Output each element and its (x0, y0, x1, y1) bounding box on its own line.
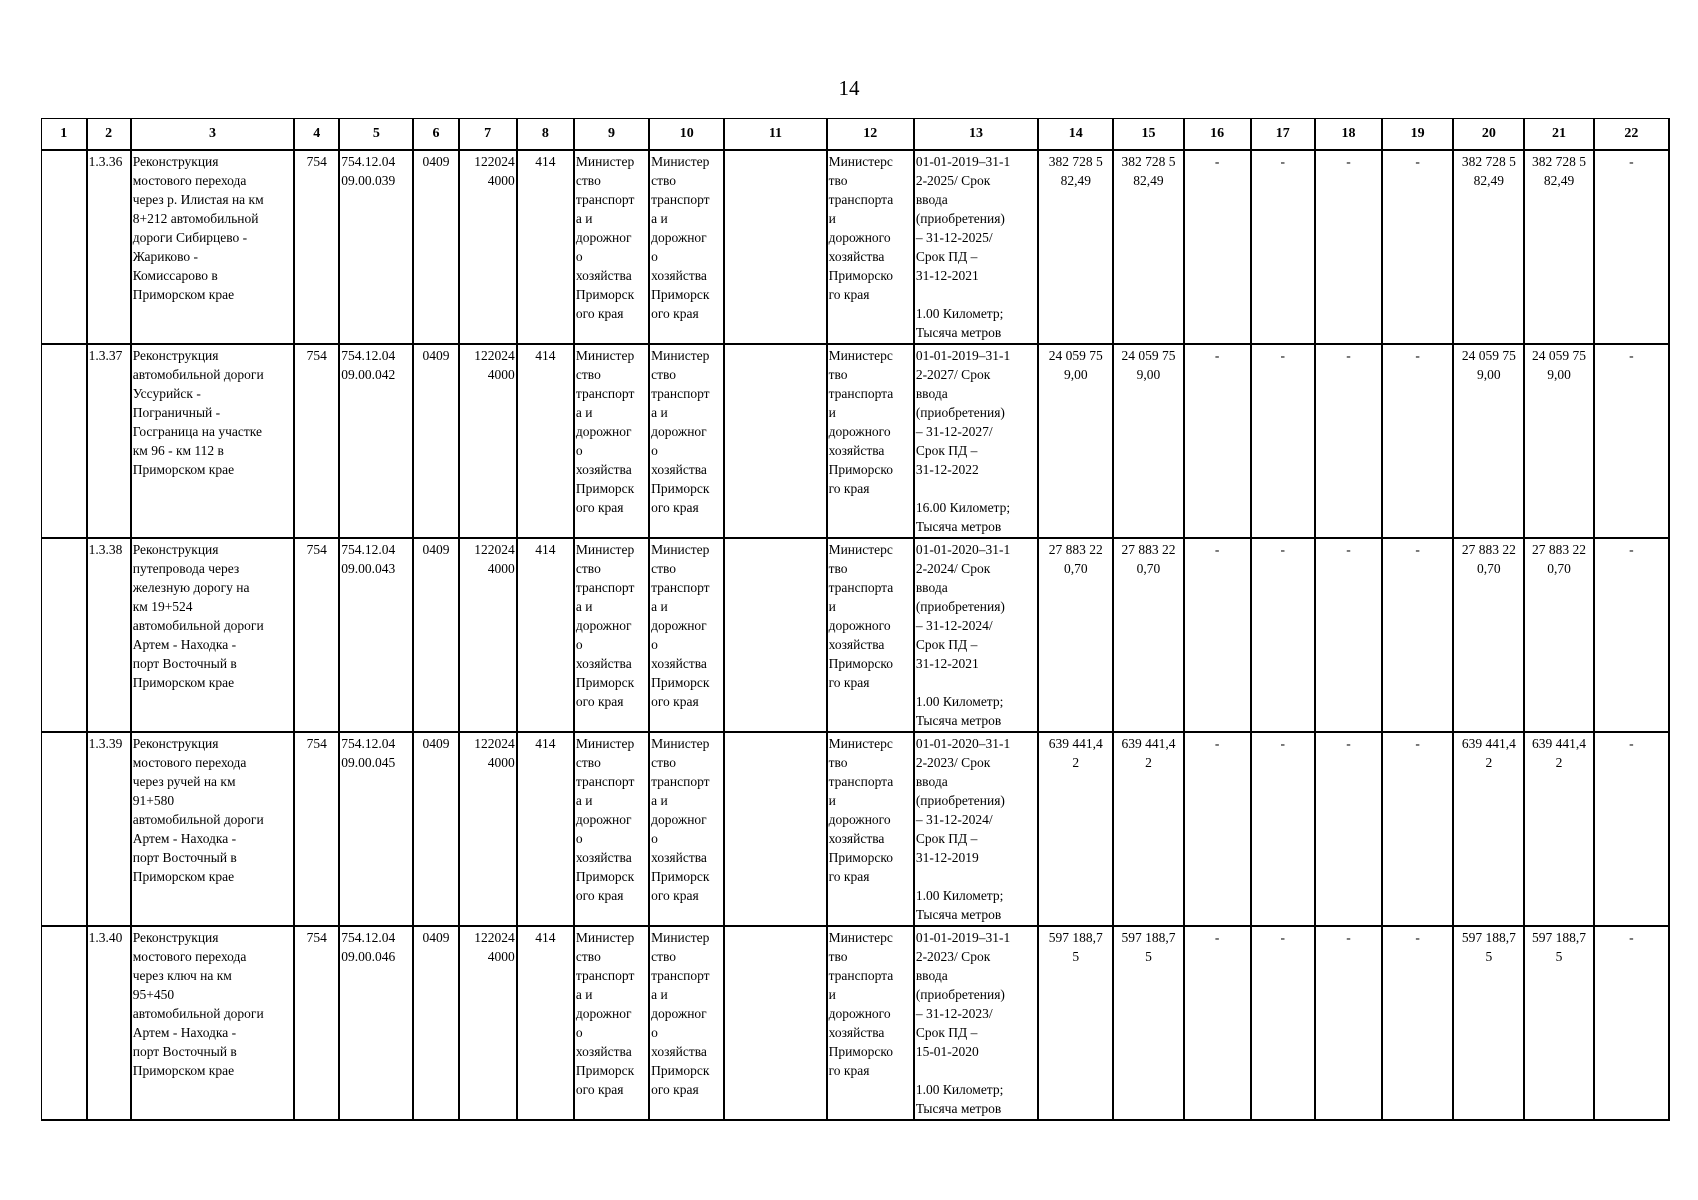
table-cell-col-13 (914, 732, 1038, 926)
table-cell-col-20 (1453, 732, 1524, 926)
cell-text: 122024 4000 (474, 154, 515, 188)
cell-text: - (1629, 348, 1634, 363)
table-cell-col-14 (1038, 538, 1113, 732)
table-cell-col-5 (339, 538, 413, 732)
table-cell-col-6 (413, 538, 458, 732)
column-header-7: 7 (459, 119, 517, 151)
table-cell-col-11 (724, 926, 826, 1120)
cell-text: 24 059 75 9,00 (1532, 348, 1587, 382)
table-cell-col-8 (517, 150, 574, 344)
table-cell-col-6 (413, 926, 458, 1120)
table-cell-col-2 (87, 926, 131, 1120)
cell-text: - (1214, 542, 1220, 557)
cell-text: Министер ство транспорт а и дорожног о хозяйства Приморск ого края (651, 154, 710, 321)
cell-text: 27 883 22 0,70 (1461, 542, 1516, 576)
table-cell-col-4 (294, 150, 339, 344)
table-cell-col-3 (131, 926, 294, 1120)
table-cell-col-8 (517, 732, 574, 926)
cell-text: - (1415, 154, 1420, 169)
table-cell-col-21 (1524, 926, 1593, 1120)
cell-text: Министер ство транспорт а и дорожног о хозяйства Приморск ого края (575, 736, 635, 903)
table-cell-col-16 (1184, 926, 1251, 1120)
cell-text: 414 (535, 542, 556, 557)
cell-text: - (1280, 930, 1286, 945)
column-header-6: 6 (413, 119, 458, 151)
cell-text: - (1415, 542, 1420, 557)
table-header-row (42, 119, 1670, 151)
table-cell-col-11 (724, 344, 826, 538)
column-header-4: 4 (294, 119, 339, 151)
table-cell-col-4 (294, 926, 339, 1120)
table-cell-col-13 (914, 926, 1038, 1120)
table-cell-col-12 (827, 926, 914, 1120)
cell-text: 0409 (422, 542, 450, 557)
cell-text: Министерс тво транспорта и дорожного хозяйства Приморско го края (828, 736, 894, 884)
table-cell-col-18 (1315, 150, 1382, 344)
cell-text: 27 883 22 0,70 (1532, 542, 1587, 576)
table-cell-col-19 (1382, 732, 1453, 926)
table-cell-col-6 (413, 732, 458, 926)
table-cell-col-1 (42, 926, 87, 1120)
table-cell-col-18 (1315, 344, 1382, 538)
table-cell-col-2 (87, 538, 131, 732)
table-cell-col-9 (574, 732, 649, 926)
table-cell-col-22 (1594, 150, 1669, 344)
table-cell-col-1 (42, 732, 87, 926)
table-cell-col-16 (1184, 538, 1251, 732)
cell-text: 754 (306, 542, 327, 557)
cell-text: Министер ство транспорт а и дорожног о хозяйства Приморск ого края (651, 542, 710, 709)
cell-text: 754.12.04 09.00.039 (341, 154, 396, 188)
table-cell-col-10 (649, 538, 724, 732)
cell-text: 754.12.04 09.00.043 (341, 542, 396, 576)
table-cell-col-14 (1038, 150, 1113, 344)
cell-text: - (1415, 736, 1420, 751)
table-cell-col-7 (459, 732, 517, 926)
table-cell-col-14 (1038, 926, 1113, 1120)
table-cell-col-10 (649, 344, 724, 538)
table-cell-col-20 (1453, 150, 1524, 344)
table-cell-col-6 (413, 150, 458, 344)
table-row (42, 732, 1670, 926)
cell-text: Министерс тво транспорта и дорожного хозяйства Приморско го края (828, 348, 894, 496)
table-cell-col-9 (574, 538, 649, 732)
cell-text: Министер ство транспорт а и дорожног о хозяйства Приморск ого края (651, 930, 710, 1097)
table-cell-col-12 (827, 732, 914, 926)
column-header-13: 13 (914, 119, 1038, 151)
cell-text: 0409 (422, 348, 450, 363)
table-cell-col-4 (294, 344, 339, 538)
table-cell-col-1 (42, 344, 87, 538)
cell-text: Министерс тво транспорта и дорожного хозяйства Приморско го края (828, 154, 894, 302)
cell-text: 24 059 75 9,00 (1121, 348, 1176, 382)
cell-text: 24 059 75 9,00 (1461, 348, 1516, 382)
cell-text: 754 (306, 154, 327, 169)
column-header-14: 14 (1038, 119, 1113, 151)
column-header-9: 9 (574, 119, 649, 151)
cell-text: - (1629, 542, 1634, 557)
cell-text: Министерс тво транспорта и дорожного хозяйства Приморско го края (828, 930, 894, 1078)
cell-text: Министер ство транспорт а и дорожног о хозяйства Приморск ого края (651, 348, 710, 515)
cell-text: 122024 4000 (474, 736, 515, 770)
cell-text: 01-01-2019–31-1 2-2023/ Срок ввода (приобретения) – 31-12-2023/ Срок ПД – 15-01-2020 1.00 Километр; Тысяча метров (915, 930, 1011, 1116)
cell-text: 382 728 5 82,49 (1048, 154, 1103, 188)
cell-text: 24 059 75 9,00 (1048, 348, 1103, 382)
table-cell-col-13 (914, 150, 1038, 344)
cell-text: 1.3.36 (88, 154, 123, 169)
cell-text: 01-01-2020–31-1 2-2023/ Срок ввода (приобретения) – 31-12-2024/ Срок ПД – 31-12-2019 1.00 Километр; Тысяча метров (915, 736, 1011, 922)
cell-text: Министер ство транспорт а и дорожног о хозяйства Приморск ого края (575, 154, 635, 321)
cell-text: 754 (306, 736, 327, 751)
cell-text: - (1415, 930, 1420, 945)
table-cell-col-19 (1382, 926, 1453, 1120)
table-cell-col-17 (1251, 344, 1315, 538)
table-cell-col-21 (1524, 150, 1593, 344)
table-cell-col-2 (87, 732, 131, 926)
table-cell-col-5 (339, 344, 413, 538)
table-cell-col-19 (1382, 538, 1453, 732)
table-cell-col-4 (294, 732, 339, 926)
cell-text: - (1629, 736, 1634, 751)
cell-text: Министер ство транспорт а и дорожног о хозяйства Приморск ого края (651, 736, 710, 903)
cell-text: - (1629, 154, 1634, 169)
table-cell-col-17 (1251, 926, 1315, 1120)
table-cell-col-20 (1453, 926, 1524, 1120)
column-header-2: 2 (87, 119, 131, 151)
table-cell-col-5 (339, 732, 413, 926)
table-cell-col-3 (131, 344, 294, 538)
table-cell-col-3 (131, 732, 294, 926)
column-header-3: 3 (131, 119, 294, 151)
cell-text: 597 188,7 5 (1461, 930, 1516, 964)
table-cell-col-10 (649, 732, 724, 926)
table-cell-col-8 (517, 344, 574, 538)
cell-text: 382 728 5 82,49 (1532, 154, 1587, 188)
table-cell-col-13 (914, 538, 1038, 732)
table-cell-col-7 (459, 926, 517, 1120)
cell-text: 414 (535, 930, 556, 945)
table-cell-col-17 (1251, 732, 1315, 926)
cell-text: 1.3.40 (88, 930, 123, 945)
cell-text: - (1280, 542, 1286, 557)
cell-text: Реконструкция автомобильной дороги Уссурийск - Пограничный - Госграница на участке км 96 - км 112 в Приморском крае (132, 348, 264, 477)
cell-text: Министер ство транспорт а и дорожног о хозяйства Приморск ого края (575, 930, 635, 1097)
table-cell-col-17 (1251, 538, 1315, 732)
table-cell-col-18 (1315, 538, 1382, 732)
cell-text: - (1214, 930, 1220, 945)
column-header-8: 8 (517, 119, 574, 151)
table-cell-col-12 (827, 150, 914, 344)
table-cell-col-10 (649, 150, 724, 344)
table-cell-col-17 (1251, 150, 1315, 344)
table-cell-col-21 (1524, 538, 1593, 732)
table-cell-col-11 (724, 732, 826, 926)
table-row (42, 538, 1670, 732)
cell-text: Реконструкция путепровода через железную дорогу на км 19+524 автомобильной дороги Артем - Находка - порт Восточный в Приморском крае (132, 542, 264, 690)
cell-text: 1.3.38 (88, 542, 123, 557)
cell-text: Министер ство транспорт а и дорожног о хозяйства Приморск ого края (575, 542, 635, 709)
table-cell-col-20 (1453, 344, 1524, 538)
cell-text: 754.12.04 09.00.045 (341, 736, 396, 770)
table-cell-col-2 (87, 150, 131, 344)
table-cell-col-22 (1594, 538, 1669, 732)
cell-text: 639 441,4 2 (1461, 736, 1516, 770)
cell-text: - (1214, 154, 1220, 169)
table-cell-col-12 (827, 344, 914, 538)
column-header-5: 5 (339, 119, 413, 151)
cell-text: 414 (535, 736, 556, 751)
table-cell-col-5 (339, 926, 413, 1120)
cell-text: 597 188,7 5 (1532, 930, 1587, 964)
cell-text: 27 883 22 0,70 (1048, 542, 1103, 576)
table-cell-col-3 (131, 538, 294, 732)
cell-text: - (1346, 930, 1351, 945)
table-cell-col-18 (1315, 926, 1382, 1120)
cell-text: - (1346, 542, 1351, 557)
table-cell-col-5 (339, 150, 413, 344)
cell-text: 122024 4000 (474, 542, 515, 576)
table-cell-col-8 (517, 538, 574, 732)
table-cell-col-6 (413, 344, 458, 538)
column-header-1: 1 (42, 119, 87, 151)
cell-text: 754 (306, 930, 327, 945)
cell-text: - (1280, 154, 1286, 169)
cell-text: 754.12.04 09.00.042 (341, 348, 396, 382)
cell-text: 382 728 5 82,49 (1461, 154, 1516, 188)
column-header-11: 11 (724, 119, 826, 151)
table-cell-col-3 (131, 150, 294, 344)
table-cell-col-15 (1113, 150, 1183, 344)
cell-text: Министер ство транспорт а и дорожног о хозяйства Приморск ого края (575, 348, 635, 515)
table-cell-col-19 (1382, 344, 1453, 538)
data-table (41, 118, 1670, 1121)
table-cell-col-8 (517, 926, 574, 1120)
cell-text: - (1415, 348, 1420, 363)
table-cell-col-10 (649, 926, 724, 1120)
column-header-22: 22 (1594, 119, 1669, 151)
cell-text: - (1346, 736, 1351, 751)
table-cell-col-14 (1038, 344, 1113, 538)
table-cell-col-1 (42, 538, 87, 732)
cell-text: - (1214, 348, 1220, 363)
cell-text: - (1280, 348, 1286, 363)
cell-text: - (1280, 736, 1286, 751)
column-header-10: 10 (649, 119, 724, 151)
cell-text: Реконструкция мостового перехода через ручей на км 91+580 автомобильной дороги Артем - Находка - порт Восточный в Приморском крае (132, 736, 264, 884)
table-cell-col-22 (1594, 732, 1669, 926)
table-cell-col-12 (827, 538, 914, 732)
cell-text: 597 188,7 5 (1048, 930, 1103, 964)
cell-text: Реконструкция мостового перехода через ключ на км 95+450 автомобильной дороги Артем - Находка - порт Восточный в Приморском крае (132, 930, 264, 1078)
table-cell-col-15 (1113, 926, 1183, 1120)
cell-text: 639 441,4 2 (1121, 736, 1176, 770)
page-number: 14 (838, 76, 860, 100)
cell-text: 01-01-2020–31-1 2-2024/ Срок ввода (приобретения) – 31-12-2024/ Срок ПД – 31-12-2021 1.00 Километр; Тысяча метров (915, 542, 1011, 728)
cell-text: 1.3.39 (88, 736, 123, 751)
table-cell-col-7 (459, 344, 517, 538)
cell-text: 414 (535, 154, 556, 169)
column-header-21: 21 (1524, 119, 1593, 151)
cell-text: - (1346, 348, 1351, 363)
table-cell-col-7 (459, 150, 517, 344)
cell-text: 414 (535, 348, 556, 363)
cell-text: 754 (306, 348, 327, 363)
table-cell-col-22 (1594, 926, 1669, 1120)
table-cell-col-21 (1524, 732, 1593, 926)
cell-text: 01-01-2019–31-1 2-2027/ Срок ввода (приобретения) – 31-12-2027/ Срок ПД – 31-12-2022 16.00 Километр; Тысяча метров (915, 348, 1011, 534)
table-cell-col-9 (574, 926, 649, 1120)
table-cell-col-1 (42, 150, 87, 344)
table-cell-col-2 (87, 344, 131, 538)
table-row (42, 344, 1670, 538)
cell-text: 639 441,4 2 (1532, 736, 1587, 770)
table-cell-col-4 (294, 538, 339, 732)
cell-text: - (1346, 154, 1351, 169)
cell-text: 0409 (422, 736, 450, 751)
cell-text: Министерс тво транспорта и дорожного хозяйства Приморско го края (828, 542, 894, 690)
table-cell-col-16 (1184, 150, 1251, 344)
column-header-18: 18 (1315, 119, 1382, 151)
column-header-12: 12 (827, 119, 914, 151)
table-cell-col-14 (1038, 732, 1113, 926)
table-cell-col-19 (1382, 150, 1453, 344)
cell-text: 1.3.37 (88, 348, 123, 363)
table-cell-col-15 (1113, 538, 1183, 732)
cell-text: - (1214, 736, 1220, 751)
table-cell-col-21 (1524, 344, 1593, 538)
table-cell-col-11 (724, 538, 826, 732)
cell-text: 0409 (422, 154, 450, 169)
table-cell-col-9 (574, 344, 649, 538)
column-header-15: 15 (1113, 119, 1183, 151)
cell-text: 27 883 22 0,70 (1121, 542, 1176, 576)
cell-text: 01-01-2019–31-1 2-2025/ Срок ввода (приобретения) – 31-12-2025/ Срок ПД – 31-12-2021 1.00 Километр; Тысяча метров (915, 154, 1011, 340)
table-cell-col-20 (1453, 538, 1524, 732)
table-cell-col-15 (1113, 344, 1183, 538)
cell-text: Реконструкция мостового перехода через р. Илистая на км 8+212 автомобильной дороги Сибирцево - Жариково - Комиссарово в Приморском крае (132, 154, 264, 302)
table-cell-col-9 (574, 150, 649, 344)
cell-text: 597 188,7 5 (1121, 930, 1176, 964)
table-cell-col-13 (914, 344, 1038, 538)
table-row (42, 926, 1670, 1120)
cell-text: 639 441,4 2 (1048, 736, 1103, 770)
cell-text: - (1629, 930, 1634, 945)
column-header-16: 16 (1184, 119, 1251, 151)
cell-text: 122024 4000 (474, 930, 515, 964)
cell-text: 754.12.04 09.00.046 (341, 930, 396, 964)
table-cell-col-15 (1113, 732, 1183, 926)
table-cell-col-16 (1184, 732, 1251, 926)
cell-text: 382 728 5 82,49 (1121, 154, 1176, 188)
table-cell-col-22 (1594, 344, 1669, 538)
column-header-20: 20 (1453, 119, 1524, 151)
table-cell-col-18 (1315, 732, 1382, 926)
column-header-17: 17 (1251, 119, 1315, 151)
table-cell-col-11 (724, 150, 826, 344)
column-header-19: 19 (1382, 119, 1453, 151)
cell-text: 0409 (422, 930, 450, 945)
table-cell-col-16 (1184, 344, 1251, 538)
table-row (42, 150, 1670, 344)
cell-text: 122024 4000 (474, 348, 515, 382)
table-cell-col-7 (459, 538, 517, 732)
